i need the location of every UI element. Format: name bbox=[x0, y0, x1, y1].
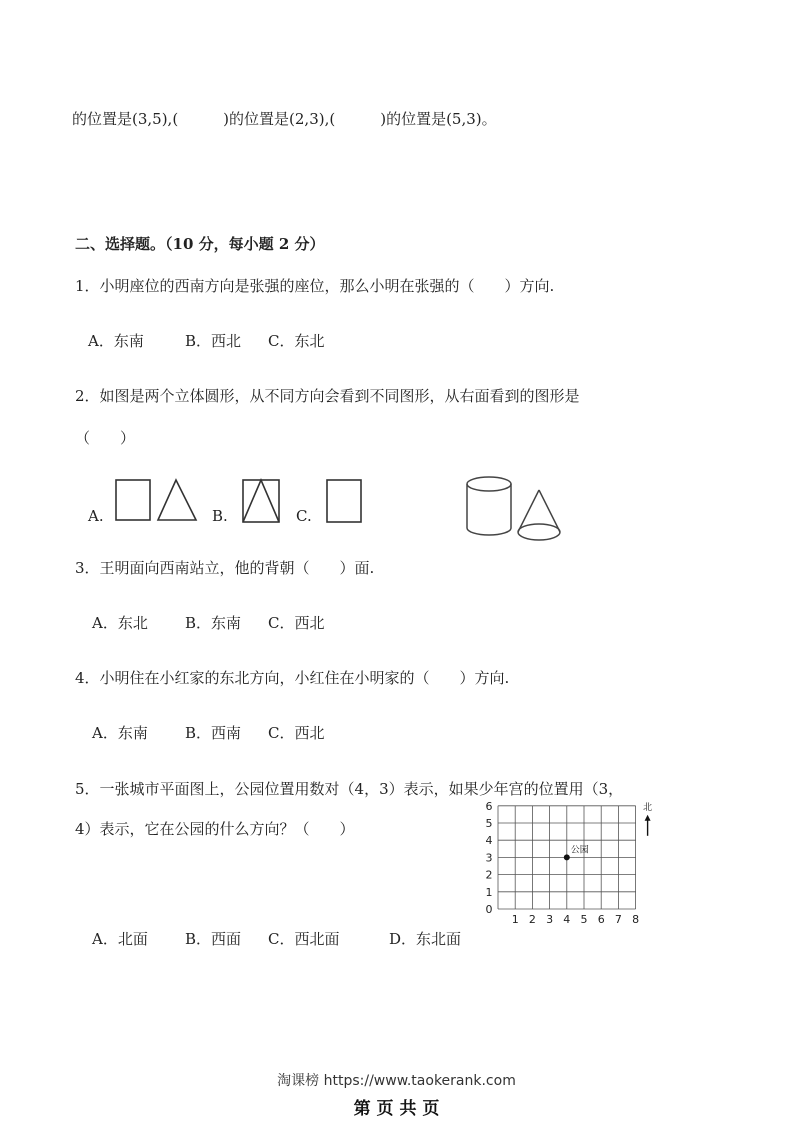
question-5-text-line2: 4）表示，它在公园的什么方向？（ ） bbox=[75, 820, 355, 838]
x-tick-label: 2 bbox=[528, 913, 536, 926]
question-3-text: 3．王明面向西南站立，他的背朝（ ）面. bbox=[75, 559, 375, 577]
x-tick-label: 4 bbox=[563, 913, 571, 926]
y-tick-label: 5 bbox=[485, 817, 493, 830]
cylinder-cone-figure bbox=[460, 470, 570, 548]
square-shape bbox=[116, 480, 150, 520]
q5-option-b[interactable]: B．西面 bbox=[185, 930, 242, 948]
y-tick-label: 3 bbox=[485, 851, 493, 865]
x-tick-label: 5 bbox=[580, 913, 588, 926]
q4-option-b[interactable]: B．西南 bbox=[185, 724, 242, 742]
q2-option-a-figure bbox=[110, 476, 202, 526]
q5-option-c[interactable]: C．西北面 bbox=[268, 930, 340, 948]
triangle-shape bbox=[158, 480, 196, 520]
x-tick-label: 1 bbox=[511, 913, 519, 926]
q2-option-b-figure bbox=[238, 476, 286, 526]
north-arrowhead-icon bbox=[645, 815, 651, 821]
q2-option-c[interactable]: C. bbox=[296, 507, 312, 525]
y-tick-label: 1 bbox=[485, 885, 493, 899]
top-line: 的位置是(3,5),( )的位置是(2,3),( )的位置是(5,3)。 bbox=[72, 110, 497, 128]
question-4-text: 4．小明住在小红家的东北方向，小红住在小明家的（ ）方向. bbox=[75, 669, 510, 687]
north-label: 北 bbox=[643, 802, 653, 813]
coordinate-grid bbox=[476, 798, 666, 928]
question-5-text-line1: 5．一张城市平面图上，公园位置用数对（4，3）表示，如果少年宫的位置用（3， bbox=[75, 780, 624, 798]
x-tick-label: 7 bbox=[614, 913, 622, 926]
q1-option-b[interactable]: B．西北 bbox=[185, 332, 242, 350]
question-2-text: 2．如图是两个立体圆形，从不同方向会看到不同图形，从右面看到的图形是 bbox=[75, 387, 580, 405]
y-tick-label: 2 bbox=[485, 868, 493, 882]
x-tick-label: 3 bbox=[546, 913, 554, 926]
triangle-inside-square bbox=[243, 480, 279, 522]
q3-option-c[interactable]: C．西北 bbox=[268, 614, 325, 632]
q2-option-c-figure bbox=[322, 476, 368, 526]
square-shape bbox=[243, 480, 279, 522]
y-tick-label: 4 bbox=[485, 834, 493, 848]
footer-site: 淘课榜 https://www.taokerank.com bbox=[277, 1073, 516, 1089]
cylinder-shape bbox=[467, 477, 511, 535]
y-tick-label: 6 bbox=[485, 799, 493, 813]
x-tick-label: 6 bbox=[597, 913, 605, 926]
x-tick-label: 8 bbox=[632, 913, 640, 926]
q5-option-d[interactable]: D．东北面 bbox=[389, 930, 462, 948]
question-2-blank: （ ） bbox=[75, 429, 136, 447]
q5-option-a[interactable]: A．北面 bbox=[92, 930, 148, 948]
park-label: 公园 bbox=[570, 845, 589, 856]
park-point bbox=[564, 854, 570, 860]
q1-option-a[interactable]: A．东南 bbox=[88, 332, 144, 350]
section-title: 二、选择题。（10 分，每小题 2 分） bbox=[75, 235, 325, 253]
square-shape bbox=[327, 480, 361, 522]
q3-option-a[interactable]: A．东北 bbox=[92, 614, 148, 632]
q2-option-b[interactable]: B. bbox=[212, 507, 228, 525]
q4-option-c[interactable]: C．西北 bbox=[268, 724, 325, 742]
cone-shape bbox=[518, 490, 560, 540]
q3-option-b[interactable]: B．东南 bbox=[185, 614, 242, 632]
q2-option-a[interactable]: A. bbox=[88, 507, 104, 525]
q1-option-c[interactable]: C．东北 bbox=[268, 332, 325, 350]
q4-option-a[interactable]: A．东南 bbox=[92, 724, 148, 742]
question-1-text: 1．小明座位的西南方向是张强的座位，那么小明在张强的（ ）方向. bbox=[75, 277, 555, 295]
y-tick-label: 0 bbox=[485, 903, 493, 916]
footer-page: 第 页 共 页 bbox=[353, 1099, 440, 1119]
